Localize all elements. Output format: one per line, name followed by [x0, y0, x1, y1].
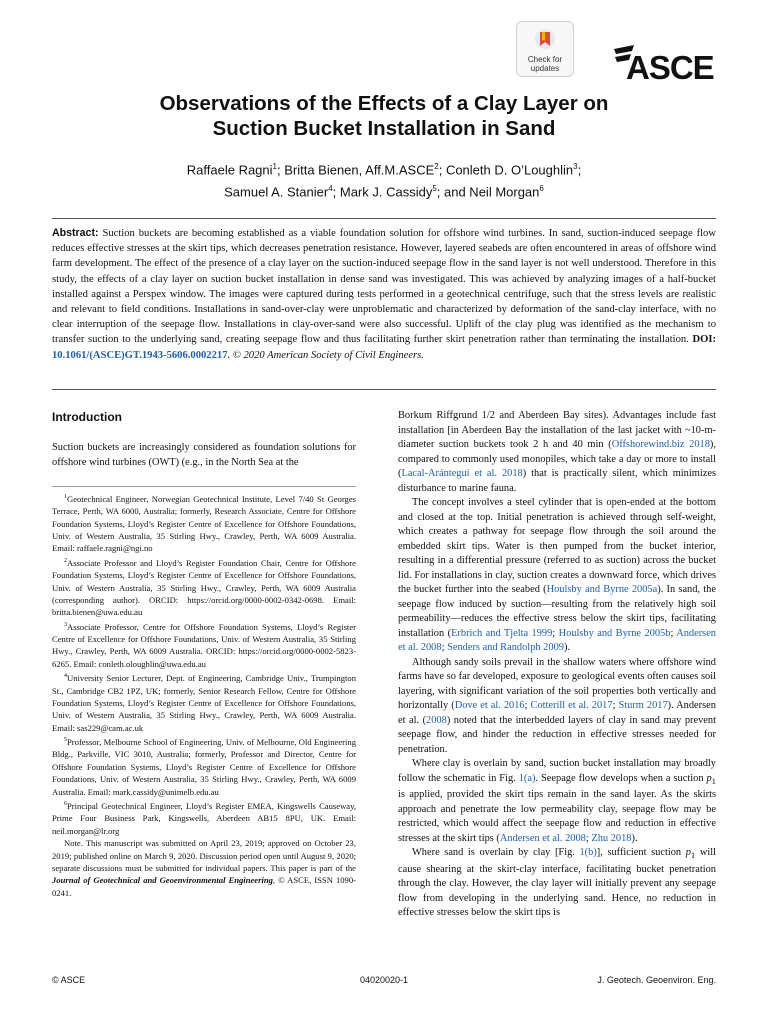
right-paragraph-5: Where sand is overlain by clay [Fig. 1(b)], sufficient suction $p_1$ will cause shearing at the skirt-clay interface, facilitating bucket penetration through the clay. However, the clay layer will initially prevent any seepage flow from developing in the underlying sand. Hence, no reduction in effective stresses below the skirt tips is: [398, 847, 716, 919]
doi-link[interactable]: 10.1061/(ASCE)GT.1943-5606.0002217: [52, 349, 228, 361]
right-paragraph-2: The concept involves a steel cylinder that is open-ended at the bottom and closed at the top. Initial penetration is achieved through self-weight, which creates a pathway for seepage flow through the soil around the embedded skirt tips. Water is then pumped from the bucket interior, resulting in a differential pressure (referred to as suction) across the bucket lid. For installations in clay, suction creates a downward force, which drives the bucket further into the seabed (Houlsby and Byrne 2005a). In sand, the seepage flow induced by suction—resulting from the relatively high soil permeability—reduces the effective stress below the skirt tips, facilitating installation (Erbrich and Tjelta 1999; Houlsby and Byrne 2005b; Andersen et al. 2008; Senders and Randolph 2009).: [398, 497, 717, 653]
ref-link[interactable]: Andersen et al. 2008: [499, 832, 586, 844]
title-line-2: Suction Bucket Installation in Sand: [212, 117, 556, 140]
abstract-text: Suction buckets are becoming established as a viable foundation solution for offshore wind turbines. In sand, suction-induced seepage flow reduces effective stresses at the skirt tips, which decreases penetration resistance. However, layered seabeds are often encountered in areas of offshore wind farm development. The effect of the presence of a clay layer on the suction-induced seepage flow in the sand layer is not well understood. Therefore in this study, the effects of a clay layer on suction bucket installation in dense sand was investigated. This was achieved by analyzing images of a half-bucket installed against a Perspex window. The images were captured during tests performed in a geotechnical centrifuge, such that the stress levels are realistic and relevant to field conditions. Installations in sand-over-clay were unproblematic and characterized by deformation of the sand-clay interface, with no clear interruption of the seepage flow. Installations in clay-over-sand were also successful. Uplift of the clay plug was identified as the mechanism to transfer suction to the underlying sand, creating seepage flow and thus facilitating further skirt penetration rather than terminating the installation.: [52, 228, 716, 346]
ref-link[interactable]: Houlsby and Byrne 2005a: [546, 584, 658, 595]
right-paragraph-4: Where clay is overlain by sand, suction bucket installation may broadly follow the schematic in Fig. 1(a). Seepage flow develops when a suction $p_1$ is applied, provided the skirt tips remain in the sand layer. As the skirts approach and penetrate the low permeability clay, seepage flow may be restricted, which would affect the seepage flow and reduction in effective stresses at the skirt tips (Andersen et al. 2008; Zhu 2018).: [398, 758, 716, 844]
page-footer: [52, 975, 716, 989]
ref-link[interactable]: Offshorewind.biz 2018: [611, 439, 710, 450]
submission-note: Note. This manuscript was submitted on April 23, 2019; approved on October 23, 2019; published online on March 9, 2020. Discussion period open until August 9, 2020; separate discussions must be submitted for individual papers. This paper is part of the Journal of Geotechnical and Geoenvironmental Engineering, © ASCE, ISSN 1090-0241.: [52, 838, 356, 898]
doi-label: DOI:: [692, 334, 716, 346]
intro-paragraph-1: Suction buckets are increasingly considered as foundation solutions for offshore wind turbines (OWT) (e.g., in the North Sea at the: [52, 442, 356, 468]
footnote-4: $^4$University Senior Lecturer, Dept. of Engineering, Cambridge Univ., Trumpington St., Cambridge CB2 1PZ, UK; formerly, Senior Research Fellow, Centre for Offshore Foundation Systems, Lloyd’s Register Centre of Excellence for Offshore Foundations, Univ. of Western Australia, 35 Stirling Hwy., Crawley, Perth, WA 6009 Australia. Email: sas229@cam.ac.uk: [52, 673, 356, 733]
ref-link[interactable]: Senders and Randolph 2009: [447, 642, 564, 653]
asce-logo: [612, 41, 716, 85]
ref-link[interactable]: Zhu 2018: [591, 832, 632, 844]
figure-link[interactable]: 1(b): [579, 847, 597, 859]
badge-line-2: updates: [530, 64, 560, 73]
bookmark-ribbon-icon: [534, 28, 556, 50]
footnote-2: $^2$Associate Professor and Lloyd’s Register Foundation Chair, Centre for Offshore Foundation Systems, Lloyd’s Register Centre of Excellence for Offshore Foundations, Univ. of Western Australia, 35 Stirling Hwy., Crawley, Perth, WA 6009 Australia (corresponding author). ORCID: https://orcid.org/0000-0002-0342-0698. Email: britta.bienen@uwa.edu.au: [52, 557, 356, 618]
figure-link[interactable]: 1(a): [518, 772, 536, 784]
left-column: [52, 409, 356, 470]
section-heading-introduction: Introduction: [52, 410, 122, 424]
footnote-5: $^5$Professor, Melbourne School of Engineering, Univ. of Melbourne, Old Engineering Bldg., Parkville, VIC 3010, Australia; formerly, Professor and Director, Centre for Offshore Foundation Systems, Lloyd’s Register Centre of Excellence for Offshore Foundations, Univ. of Western Australia, 35 Stirling Hwy., Crawley, Perth, WA 6009 Australia. Email: mark.cassidy@unimelb.edu.au: [52, 737, 356, 797]
footnote-6: $^6$Principal Geotechnical Engineer, Lloyd’s Register EMEA, Kingswells Causeway, Prime Four Business Park, Kingswells, Aberdeen AB15 8PU, UK. Email: neil.morgan@lr.org: [52, 800, 356, 836]
footer-journal: J. Geotech. Geoenviron. Eng.: [597, 975, 716, 985]
logo-text: ASCE: [626, 49, 714, 85]
authors-line-2: Samuel A. Stanier$^4$; Mark J. Cassidy$^5$; and Neil Morgan$^6$: [224, 184, 544, 200]
ref-link[interactable]: Lacal-Arántegui et al. 2018: [401, 468, 523, 479]
footer-copyright: © ASCE: [52, 975, 86, 985]
ref-link[interactable]: Cotterill et al. 2017: [530, 700, 613, 711]
check-for-updates-badge[interactable]: [516, 21, 574, 77]
author-footnotes: [52, 486, 356, 899]
footnote-1: $^1$Geotechnical Engineer, Norwegian Geotechnical Institute, Level 7/40 St Georges Terrace, Perth, WA 6000, Australia; formerly, Research Associate, Centre for Offshore Foundation Systems, Lloyd’s Register Centre of Excellence for Offshore Foundations, Univ. of Western Australia, 35 Stirling Hwy., Crawley, Perth, WA 6009 Australia. Email: raffaele.ragni@ngi.no: [52, 493, 356, 554]
abstract-label: Abstract:: [52, 227, 99, 239]
right-paragraph-3: Although sandy soils prevail in the shallow waters where offshore wind farms have so far developed, exposure to geological events often causes soil layering, with significant variation of the soil properties both vertically and horizontally (Dove et al. 2016; Cotterill et al. 2017; Sturm 2017). Andersen et al. (2008) noted that the interbedded layers of clay in sand may prevent seepage flow, and hinder the reduction in effective stresses needed for penetration.: [398, 656, 716, 755]
ref-link[interactable]: Andersen et al. 2008: [398, 627, 717, 653]
footnote-3: $^3$Associate Professor, Centre for Offshore Foundation Systems, Lloyd’s Register Centre of Excellence for Offshore Foundations, Univ. of Western Australia, 35 Stirling Hwy., Crawley, Perth, WA 6009 Australia. ORCID: https://orcid.org/0000-0002-5823-6265. Email: conleth.oloughlin@uwa.edu.au: [52, 621, 356, 669]
author-list: [60, 157, 708, 202]
ref-link[interactable]: 2008: [426, 714, 447, 726]
right-paragraph-1: Borkum Riffgrund 1/2 and Aberdeen Bay sites). Advantages include fast installation [in Aberdeen Bay the installation of the last jacket with ~10-m-diameter suction buckets took 2 h and 40 min (Offshorewind.biz 2018), compared to commonly used monopiles, which take a day or more to install (Lacal-Arántegui et al. 2018) that is practically silent, which minimizes disturbance to marine fauna.: [398, 410, 716, 494]
ref-link[interactable]: Erbrich and Tjelta 1999: [451, 627, 553, 639]
right-column: [398, 409, 716, 921]
ref-link[interactable]: Houlsby and Byrne 2005b: [558, 627, 671, 639]
title-line-1: Observations of the Effects of a Clay Layer on: [159, 92, 609, 115]
ref-link[interactable]: Dove et al. 2016: [454, 700, 525, 711]
footer-article-number: 04020020-1: [359, 975, 409, 985]
abstract: [52, 226, 716, 363]
authors-line-1: Raffaele Ragni$^1$; Britta Bienen, Aff.M.ASCE$^2$; Conleth D. O’Loughlin$^3$;: [186, 162, 582, 178]
paper-title: [60, 91, 708, 141]
abstract-bottom-rule: [52, 389, 716, 390]
copyright-text: . © 2020 American Society of Civil Engineers.: [227, 349, 424, 361]
ref-link[interactable]: Sturm 2017: [618, 700, 668, 711]
badge-line-1: Check for: [527, 55, 563, 64]
abstract-top-rule: [52, 218, 716, 219]
